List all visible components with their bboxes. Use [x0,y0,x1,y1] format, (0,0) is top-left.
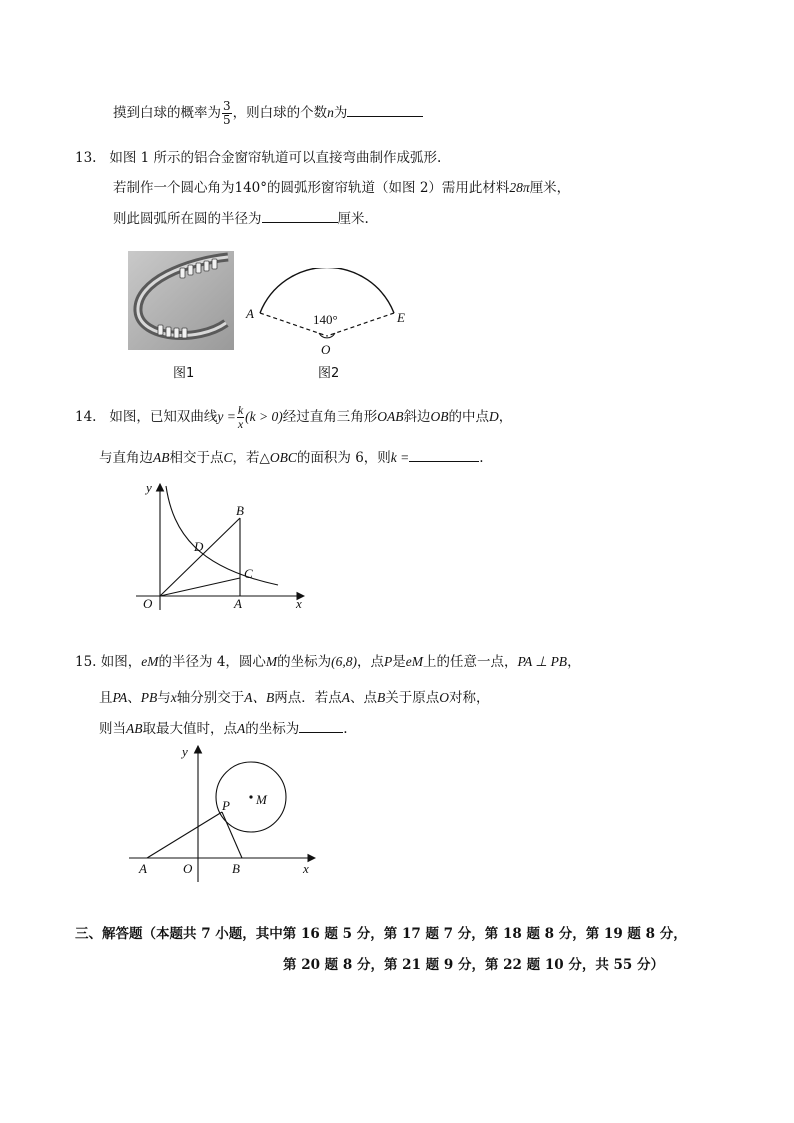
q14-hypotenuse: OB [430,409,449,424]
q15-figure [125,740,325,888]
fig2-label-a: A [246,306,254,321]
q14-label-a: A [234,596,242,611]
fig2-label-o: O [321,342,331,357]
q15-point-p: P [384,654,393,669]
q13-text-1: 如图 1 所示的铝合金窗帘轨道可以直接弯曲制作成弧形. [109,150,442,166]
q14-line2 [99,446,484,466]
q13-line1 [75,146,441,166]
q15-pa: PA [112,690,128,705]
q15-text-1b: 的半径为 4，圆心 [158,654,266,670]
q14-text-1b: 经过直角三角形 [282,409,378,425]
q14-label-o: O [143,596,153,611]
q15-text-2a: 且 [99,690,113,706]
q14-condition: (k > 0) [245,409,283,424]
fig2-arc [260,268,394,313]
q14-k-eq: k = [390,450,410,465]
q14-label-x: x [296,596,302,611]
q13-line3 [113,207,369,227]
q15-label-b: B [232,861,240,876]
q13-angle: 140° [234,180,268,196]
q15-b2: B [377,690,386,705]
q14-label-d: D [194,539,204,554]
q15-number: 15. [75,654,97,670]
q15-text-2b: 、 [127,690,141,706]
q15-center-dot [249,795,252,798]
q15-text-1g: ， [567,654,581,670]
q15-text-2c: 与 [157,690,171,706]
q14-text-2b: 相交于点 [169,450,224,466]
q15-a2: A [341,690,351,705]
q15-pb: PB [140,690,158,705]
q15-label-y: y [182,744,188,759]
q13-fig2-caption: 图2 [318,366,340,381]
q14-label-b: B [236,503,244,518]
q14-text-2a: 与直角边 [99,450,153,466]
q14-leg: AB [153,450,170,465]
q15-ab: A、B [244,690,275,705]
q15-text-1f: 上的任意一点， [423,654,518,670]
q12-frac-den: 5 [223,113,231,127]
q14-frac-den: x [237,417,244,431]
q14-triangle-obc: OBC [269,450,297,465]
q15-segment-pb [222,812,242,858]
q15-circle-2: eM [405,654,424,669]
q15-text-3c: 的坐标为 [245,721,300,737]
fig2-label-e: E [397,310,405,325]
q15-segment-pa [147,812,222,858]
q14-number: 14. [75,409,97,425]
q15-answer-blank[interactable] [299,732,343,733]
q13-text-3b: 厘米. [337,211,369,227]
q15-text-1a: 如图， [100,654,142,670]
q15-text-1d: ，点 [357,654,385,670]
q14-line1 [75,404,512,431]
q14-text-2c: ，若△ [232,450,270,466]
q13-fig1-caption: 图1 [173,366,195,381]
q14-text-1a: 如图，已知双曲线 [109,409,218,425]
q15-label-m: M [256,792,267,807]
q15-o: O [439,690,450,705]
q15-text-2e: 两点．若点 [274,690,342,706]
q15-label-p: P [222,798,230,813]
q13-line2 [113,176,570,196]
q14-triangle: OAB [377,409,404,424]
q15-label-o: O [183,861,193,876]
q13-text-2a: 若制作一个圆心角为 [113,180,235,196]
q12-answer-blank[interactable] [347,116,423,117]
q13-text-3a: 则此圆弧所在圆的半径为 [113,211,262,227]
q15-line3 [99,717,348,737]
q15-label-a: A [139,861,147,876]
q15-line1 [75,650,581,670]
q15-text-1c: 的坐标为 [277,654,332,670]
q14-text-1c: 斜边 [403,409,431,425]
section3-heading-line1: 三、解答题（本题共 7 小题，其中第 16 题 5 分，第 17 题 7 分，第 18 题 8 分，第 19 题 8 分， [75,926,687,942]
q15-text-2g: 关于原点 [385,690,440,706]
q14-answer-blank[interactable] [409,461,479,462]
q15-x: x [170,690,177,705]
q15-perp: PA ⊥ PB [517,654,568,669]
q15-circle-1: eM [141,654,159,669]
q12-text-3: 为 [333,105,348,121]
q14-segment-oc [160,578,240,596]
q12-text-2: ，则白球的个数 [232,105,328,121]
q15-text-2f: 、点 [350,690,378,706]
q13-number: 13. [75,150,97,166]
q14-fraction [237,404,244,431]
q12-text-1: 摸到白球的概率为 [113,105,221,121]
q14-segment-ob [160,518,240,596]
q14-midpoint: D [489,409,499,424]
q14-point-c: C [223,450,233,465]
q15-text-3b: 取最大值时，点 [142,721,237,737]
q13-fig2-arc-diagram [240,268,415,358]
q12-var-n: n [327,105,334,120]
q15-text-2d: 轴分别交于 [176,690,245,706]
q15-point-m: M [265,654,278,669]
q14-text-2d: 的面积为 6，则 [296,450,391,466]
q13-answer-blank[interactable] [262,222,338,223]
q13-length: 28π [509,180,530,195]
q14-func-lhs: y = [217,409,236,424]
q15-label-x: x [303,861,309,876]
q12-line [113,100,423,127]
q12-fraction [222,100,232,127]
q15-ab-max: AB [126,721,143,736]
q14-text-1d: 的中点 [448,409,490,425]
section3-heading-line2: 第 20 题 8 分，第 21 题 9 分，第 22 题 10 分，共 55 分） [283,957,665,973]
q13-text-2b: 的圆弧形窗帘轨道（如图 2）需用此材料 [267,180,510,196]
q15-text-3d: . [343,721,348,737]
q14-text-1e: ， [498,409,513,425]
q14-label-c: C [244,566,253,581]
q14-frac-num: k [237,403,244,417]
q15-text-2h: 对称， [449,690,490,706]
q15-a3: A [237,721,246,736]
q15-text-1e: 是 [392,654,406,670]
fig2-label-angle: 140° [313,312,338,327]
q14-text-2e: . [479,450,484,466]
q12-frac-num: 3 [223,99,231,113]
q13-text-2c: 厘米， [529,180,571,196]
q15-text-3a: 则当 [99,721,126,737]
q15-line2 [99,686,490,706]
q15-coord: (6,8) [331,654,358,669]
q13-fig1-rail-photo [128,251,234,350]
q14-figure [128,478,318,616]
q14-label-y: y [146,480,152,495]
